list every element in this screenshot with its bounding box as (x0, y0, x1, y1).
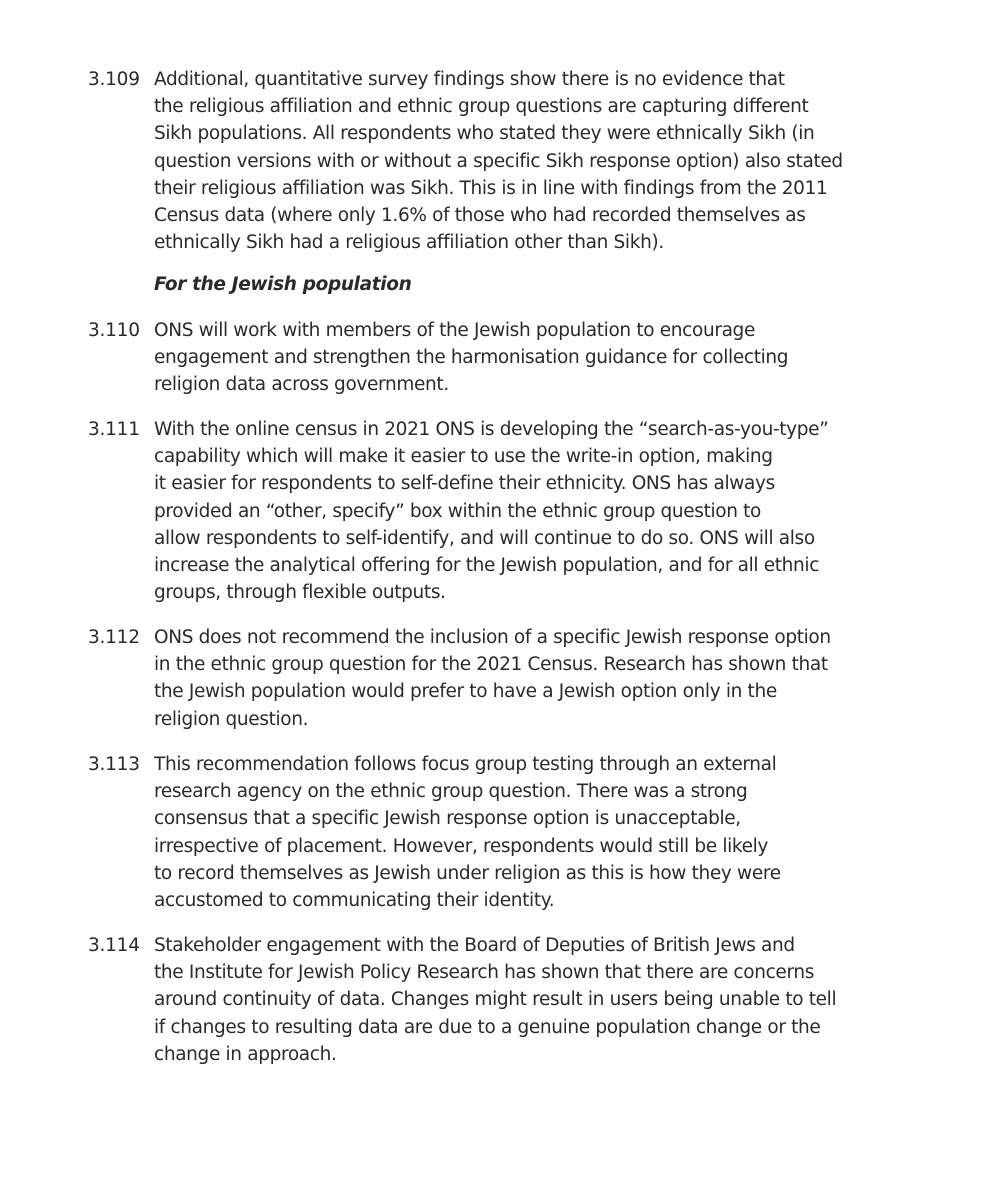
text-line: research agency on the ethnic group question. There was a strong (154, 781, 748, 803)
text-line: religion question. (154, 708, 309, 730)
text-line: ethnically Sikh had a religious affiliation other than Sikh). (154, 232, 664, 254)
text-line: accustomed to communicating their identity. (154, 890, 555, 912)
paragraph-number: 3.114 (88, 935, 140, 956)
text-line: it easier for respondents to self-define their ethnicity. ONS has always (154, 473, 775, 495)
paragraph-text (154, 751, 898, 914)
text-line: their religious affiliation was Sikh. This is in line with findings from the 2011 (154, 177, 828, 199)
text-line: question versions with or without a specific Sikh response option) also stated (154, 150, 843, 172)
text-line: if changes to resulting data are due to a genuine population change or the (154, 1016, 821, 1038)
paragraph-number: 3.110 (88, 320, 140, 341)
text-line: Stakeholder engagement with the Board of Deputies of British Jews and (154, 935, 795, 956)
paragraph-text (154, 624, 898, 733)
text-line: Additional, quantitative survey findings show there is no evidence that (154, 69, 785, 90)
text-line: capability which will make it easier to use the write-in option, making (154, 446, 773, 468)
paragraph-number: 3.113 (88, 754, 140, 775)
text-line: consensus that a specific Jewish response option is unacceptable, (154, 808, 741, 830)
paragraph-number: 3.111 (88, 419, 140, 440)
text-line: allow respondents to self-identify, and will continue to do so. ONS will also (154, 527, 815, 549)
text-line: With the online census in 2021 ONS is developing the “search-as-you-type” (154, 419, 829, 440)
text-line: in the ethnic group question for the 2021 Census. Research has shown that (154, 654, 828, 676)
text-line: provided an “other, specify” box within the ethnic group question to (154, 500, 762, 522)
paragraph-3-113 (88, 751, 898, 914)
paragraph-text (154, 317, 898, 399)
paragraph-3-114 (88, 932, 898, 1068)
paragraph-text (154, 66, 898, 256)
paragraph-number: 3.112 (88, 627, 140, 648)
text-line: to record themselves as Jewish under religion as this is how they were (154, 862, 781, 884)
paragraph-3-109 (88, 66, 898, 256)
paragraph-text (154, 416, 898, 606)
text-line: This recommendation follows focus group testing through an external (154, 754, 777, 775)
text-line: ONS will work with members of the Jewish population to encourage (154, 320, 755, 341)
paragraph-text (154, 932, 898, 1068)
text-line: groups, through flexible outputs. (154, 582, 446, 604)
paragraph-3-112 (88, 624, 898, 733)
paragraph-3-111 (88, 416, 898, 606)
text-line: the religious affiliation and ethnic group questions are capturing different (154, 96, 809, 118)
text-line: religion data across government. (154, 374, 449, 396)
paragraph-number: 3.109 (88, 69, 140, 90)
text-line: irrespective of placement. However, respondents would still be likely (154, 835, 769, 857)
text-line: Census data (where only 1.6% of those who had recorded themselves as (154, 205, 806, 227)
text-line: the Institute for Jewish Policy Research has shown that there are concerns (154, 962, 815, 984)
text-line: ONS does not recommend the inclusion of a specific Jewish response option (154, 627, 831, 648)
paragraph-3-110 (88, 317, 898, 399)
text-line: the Jewish population would prefer to have a Jewish option only in the (154, 681, 777, 703)
text-line: increase the analytical offering for the Jewish population, and for all ethnic (154, 555, 820, 577)
text-line: engagement and strengthen the harmonisation guidance for collecting (154, 347, 789, 369)
text-line: Sikh populations. All respondents who stated they were ethnically Sikh (in (154, 123, 815, 145)
text-line: change in approach. (154, 1043, 337, 1065)
text-line: around continuity of data. Changes might result in users being unable to tell (154, 989, 837, 1011)
section-subheading: For the Jewish population (154, 274, 412, 295)
